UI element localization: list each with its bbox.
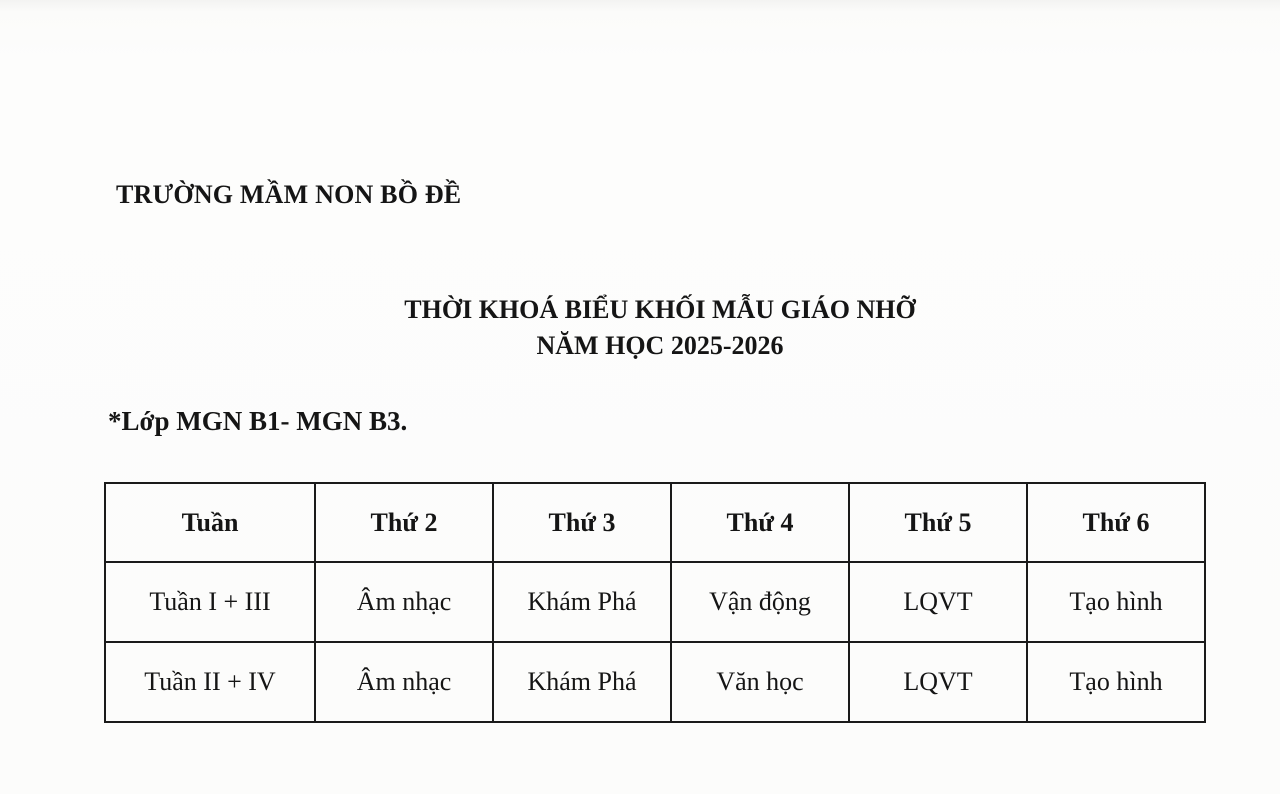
header-thursday: Thứ 5 xyxy=(849,483,1027,562)
table-header-row xyxy=(105,483,1205,562)
header-week: Tuần xyxy=(105,483,315,562)
table-cell: Văn học xyxy=(671,642,849,722)
class-label: *Lớp MGN B1- MGN B3. xyxy=(108,406,408,436)
table-row xyxy=(105,642,1205,722)
table-cell: Vận động xyxy=(671,562,849,642)
header-monday: Thứ 2 xyxy=(315,483,493,562)
table-cell: LQVT xyxy=(849,642,1027,722)
table-cell: Tạo hình xyxy=(1027,562,1205,642)
header-tuesday: Thứ 3 xyxy=(493,483,671,562)
table-cell: Khám Phá xyxy=(493,562,671,642)
table-cell: Tạo hình xyxy=(1027,642,1205,722)
table-cell: Khám Phá xyxy=(493,642,671,722)
table-cell: LQVT xyxy=(849,562,1027,642)
table-row xyxy=(105,562,1205,642)
table-cell: Âm nhạc xyxy=(315,642,493,722)
header-wednesday: Thứ 4 xyxy=(671,483,849,562)
title-line-2: NĂM HỌC 2025-2026 xyxy=(536,331,784,360)
school-name: TRƯỜNG MẦM NON BỒ ĐỀ xyxy=(116,180,462,209)
row-week-label: Tuần II + IV xyxy=(105,642,315,722)
table-cell: Âm nhạc xyxy=(315,562,493,642)
title-line-1: THỜI KHOÁ BIỂU KHỐI MẪU GIÁO NHỠ xyxy=(404,295,916,324)
schedule-table xyxy=(104,482,1206,723)
header-friday: Thứ 6 xyxy=(1027,483,1205,562)
row-week-label: Tuần I + III xyxy=(105,562,315,642)
document-title xyxy=(330,292,990,364)
